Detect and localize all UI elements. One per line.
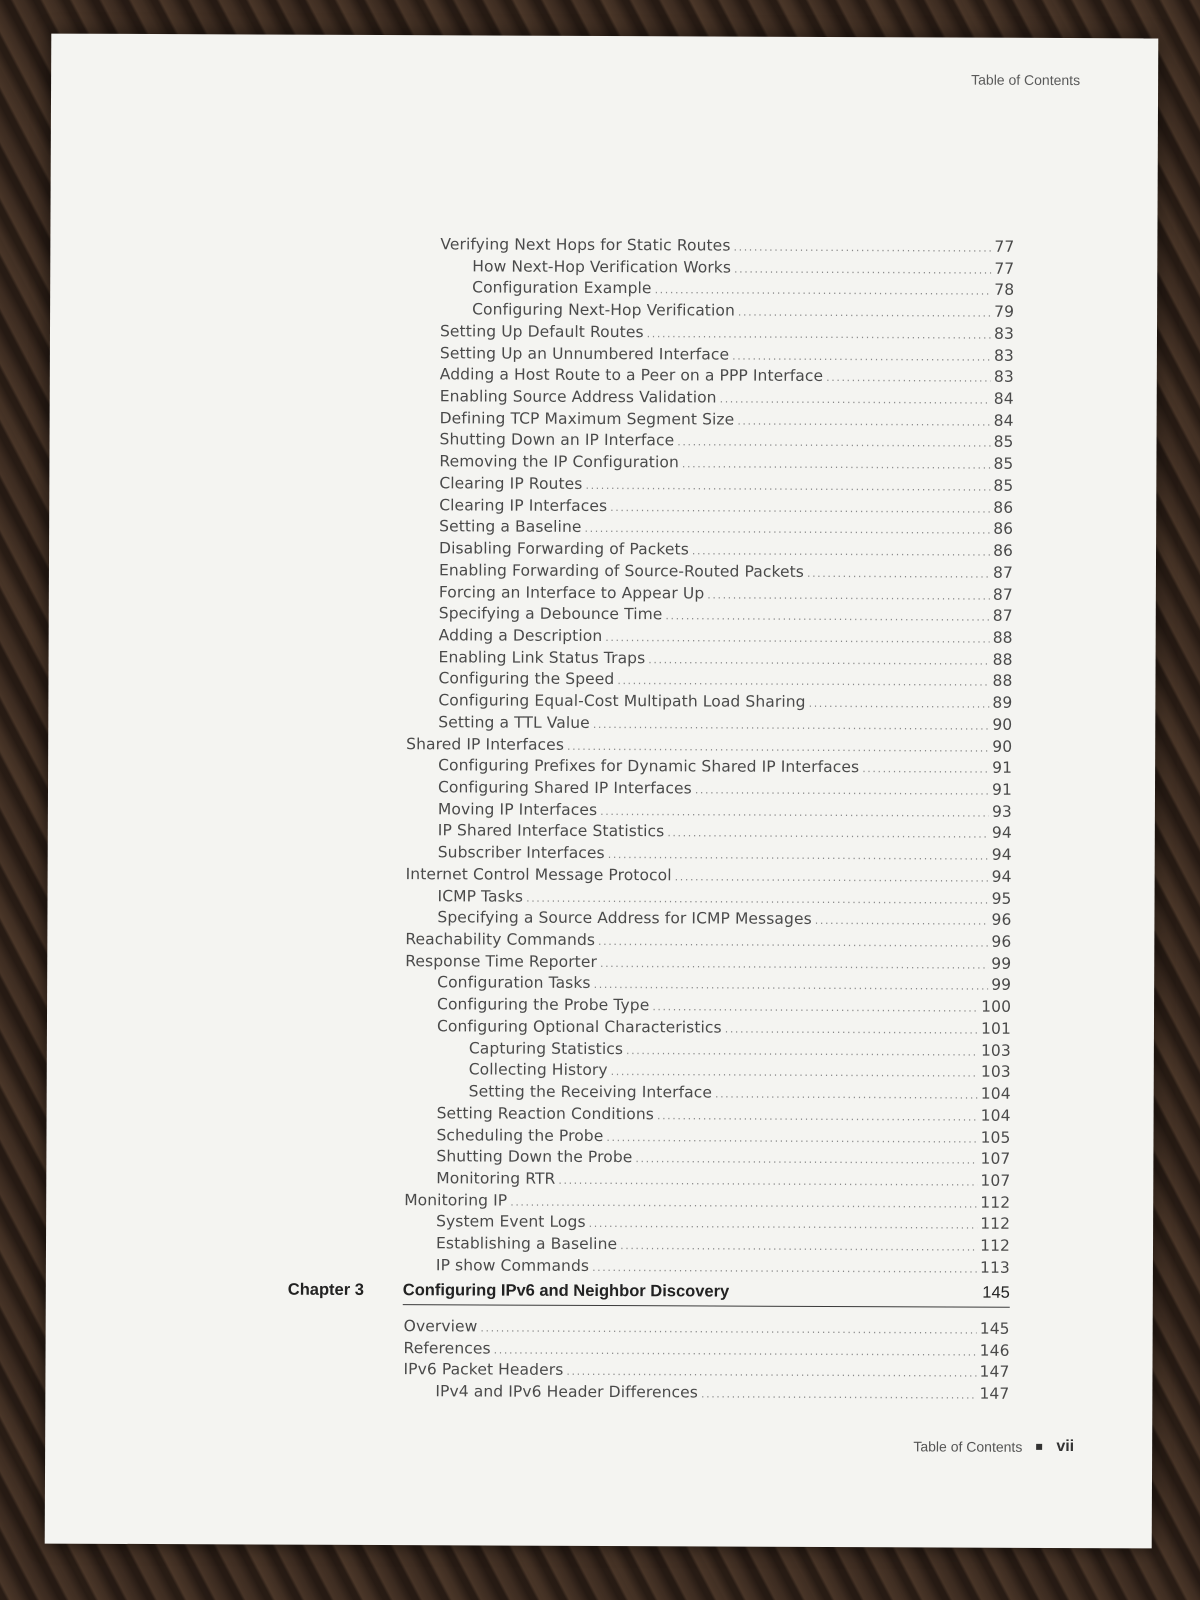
running-header: Table of Contents <box>971 71 1081 89</box>
toc-entry <box>472 255 1014 279</box>
toc-entry-page: 85 <box>993 454 1014 473</box>
toc-entry-page: 87 <box>992 563 1013 582</box>
toc-entry-page: 147 <box>979 1384 1010 1403</box>
toc-entry-title: IP Shared Interface Statistics <box>437 821 665 841</box>
toc-entry-page: 87 <box>992 606 1013 626</box>
toc-entry-title: Subscriber Interfaces <box>437 843 605 863</box>
toc-entry <box>440 342 1014 367</box>
toc-entry <box>469 1037 1011 1061</box>
toc-entry <box>437 972 1011 997</box>
toc-entry <box>435 1380 1009 1405</box>
toc-entry-title: ICMP Tasks <box>437 886 524 906</box>
toc-entry-title: Monitoring IP <box>404 1190 508 1210</box>
toc-entry-page: 86 <box>993 541 1014 560</box>
toc-entry-page: 79 <box>994 302 1015 321</box>
dot-leader <box>592 1257 977 1281</box>
toc-entry-title: Configuring Optional Characteristics <box>436 1017 722 1037</box>
toc-entry-page: 105 <box>980 1128 1011 1147</box>
toc-entry-title: Setting the Receiving Interface <box>468 1082 713 1102</box>
toc-entry-title: Verifying Next Hops for Static Routes <box>440 235 731 255</box>
toc-entry-page: 96 <box>991 911 1012 930</box>
toc-entry <box>405 950 1011 975</box>
toc-entry-title: Configuring the Speed <box>438 669 615 689</box>
toc-entry-title: Clearing IP Routes <box>439 474 583 493</box>
toc-entry <box>437 1015 1011 1040</box>
toc-entry-title: Configuring Equal-Cost Multipath Load Sharing <box>438 691 806 711</box>
toc-entry <box>437 907 1011 932</box>
toc-entry-page: 93 <box>991 802 1012 821</box>
toc-entry-title: Moving IP Interfaces <box>437 800 598 819</box>
toc-entry-page: 103 <box>980 1063 1011 1082</box>
toc-entry-title: Setting a TTL Value <box>438 713 590 732</box>
toc-entry-title: Configuring Prefixes for Dynamic Shared IP Interfaces <box>438 756 860 777</box>
toc-entry-title: Forcing an Interface to Appear Up <box>438 582 705 602</box>
toc-entry <box>436 1167 1010 1192</box>
toc-entry-title: Reachability Commands <box>405 930 596 950</box>
toc-entry-title: Setting Reaction Conditions <box>436 1104 655 1124</box>
page-number: vii <box>1056 1437 1075 1456</box>
toc-entry-page: 94 <box>991 824 1012 843</box>
toc-entry-title: Enabling Forwarding of Source-Routed Packets <box>438 561 805 581</box>
toc-entry <box>436 1232 1010 1257</box>
chapter-title: Configuring IPv6 and Neighbor Discovery <box>402 1281 730 1301</box>
toc-entry <box>438 711 1012 736</box>
toc-entry-page: 77 <box>994 237 1015 256</box>
toc-entry-title: Response Time Reporter <box>405 951 598 971</box>
toc-entry-title: Configuration Tasks <box>437 973 591 993</box>
toc-entry <box>472 277 1014 301</box>
toc-entry-page: 100 <box>981 997 1012 1016</box>
toc-entry-page: 101 <box>981 1019 1012 1038</box>
chapter-page-number: 145 <box>982 1283 1010 1302</box>
dot-leader <box>701 1383 977 1406</box>
toc-entry <box>438 798 1012 823</box>
toc-entry-page: 83 <box>994 324 1015 343</box>
toc-entry-title: Setting Up Default Routes <box>439 322 644 342</box>
toc-entry <box>440 320 1014 345</box>
toc-entry-page: 103 <box>980 1041 1011 1060</box>
toc-entry-page: 83 <box>993 368 1014 387</box>
toc-entry <box>436 1254 1010 1279</box>
toc-entry <box>438 755 1012 780</box>
toc-entry <box>440 233 1014 258</box>
toc-entry <box>406 733 1012 758</box>
toc-entry-title: Setting a Baseline <box>439 517 582 537</box>
toc-entry <box>439 450 1013 475</box>
toc-entry <box>436 1146 1010 1171</box>
toc-entry <box>439 646 1013 671</box>
toc-entry-page: 94 <box>991 867 1012 886</box>
toc-entry-title: Shutting Down an IP Interface <box>439 430 675 450</box>
toc-entry <box>438 776 1012 801</box>
toc-entry <box>437 1102 1011 1127</box>
toc-entry-page: 112 <box>980 1215 1011 1234</box>
toc-entry <box>406 863 1012 888</box>
toc-entry-title: Shutting Down the Probe <box>436 1147 633 1167</box>
toc-entry <box>439 581 1013 606</box>
toc-entry-page: 145 <box>979 1319 1010 1338</box>
toc-entry-page: 85 <box>993 433 1014 452</box>
toc-entry-page: 83 <box>993 346 1014 365</box>
toc-entry <box>440 364 1014 389</box>
toc-entry <box>438 820 1012 845</box>
toc-entry-title: Disabling Forwarding of Packets <box>439 539 689 559</box>
toc-entry-title: How Next-Hop Verification Works <box>472 257 732 277</box>
toc-entry-page: 146 <box>979 1341 1010 1360</box>
toc-entry-title: Configuration Example <box>472 278 652 298</box>
toc-entry-page: 104 <box>980 1106 1011 1125</box>
toc-entry-title: Scheduling the Probe <box>436 1125 604 1145</box>
toc-entry <box>436 1211 1010 1236</box>
toc-entry <box>439 537 1013 562</box>
toc-entry-title: Defining TCP Maximum Segment Size <box>439 409 735 429</box>
toc-entry-page: 99 <box>991 954 1012 973</box>
toc-entry <box>438 689 1012 714</box>
toc-entry-page: 107 <box>980 1149 1011 1169</box>
toc-entry-title: Establishing a Baseline <box>435 1234 618 1254</box>
square-bullet-icon <box>1036 1444 1042 1450</box>
toc-entry <box>439 472 1013 497</box>
table-of-contents <box>45 34 1159 1549</box>
toc-entry-title: Removing the IP Configuration <box>439 452 679 472</box>
toc-entry-title: Specifying a Source Address for ICMP Messages <box>437 908 812 929</box>
toc-entry <box>404 1189 1010 1214</box>
chapter-label: Chapter 3 <box>287 1280 364 1299</box>
toc-entry-page: 112 <box>980 1236 1011 1255</box>
toc-entry <box>440 407 1014 432</box>
toc-entry <box>439 429 1013 454</box>
toc-entry <box>439 494 1013 519</box>
toc-entry <box>438 668 1012 693</box>
toc-entry-page: 112 <box>980 1193 1011 1212</box>
toc-entry <box>439 516 1013 541</box>
toc-entry-title: Collecting History <box>468 1060 608 1080</box>
toc-entry <box>439 559 1013 584</box>
toc-entry-title: Capturing Statistics <box>468 1039 624 1058</box>
toc-entry-page: 107 <box>980 1171 1011 1190</box>
toc-entry-title: Adding a Host Route to a Peer on a PPP Interface <box>439 365 824 386</box>
toc-entry-title: System Event Logs <box>436 1212 586 1232</box>
toc-entry-page: 87 <box>992 585 1013 604</box>
toc-entry-title: IP show Commands <box>435 1256 590 1275</box>
toc-entry <box>436 1124 1010 1149</box>
toc-entry-page: 89 <box>992 693 1013 712</box>
toc-entry <box>440 385 1014 410</box>
toc-entry-title: Enabling Link Status Traps <box>438 647 646 667</box>
toc-entry-page: 86 <box>993 498 1014 517</box>
toc-entry-title: Shared IP Interfaces <box>406 734 565 754</box>
toc-entry <box>439 603 1013 628</box>
toc-entry-title: Configuring Shared IP Interfaces <box>437 778 692 798</box>
toc-entry-title: IPv4 and IPv6 Header Differences <box>435 1381 699 1401</box>
toc-entry <box>469 1059 1011 1083</box>
page-footer <box>913 1437 1074 1456</box>
toc-entry <box>439 624 1013 649</box>
toc-entry-page: 78 <box>994 281 1015 300</box>
toc-entry-title: Enabling Source Address Validation <box>439 387 717 407</box>
toc-entry-page: 96 <box>991 932 1012 951</box>
toc-entry <box>438 841 1012 866</box>
toc-entry <box>472 299 1014 323</box>
toc-entry-page: 88 <box>992 650 1013 669</box>
toc-entry-title: Specifying a Debounce Time <box>438 604 663 624</box>
toc-entry <box>437 993 1011 1018</box>
toc-entry-page: 84 <box>993 389 1014 408</box>
toc-entry-page: 91 <box>992 780 1013 799</box>
toc-entry-title: Adding a Description <box>438 626 603 645</box>
toc-entry-page: 85 <box>993 476 1014 495</box>
toc-entry-page: 86 <box>993 520 1014 539</box>
toc-entry-title: References <box>403 1338 491 1358</box>
toc-entry-page: 147 <box>979 1362 1010 1381</box>
toc-entry-title: Internet Control Message Protocol <box>405 865 672 885</box>
toc-entry-page: 91 <box>992 758 1013 778</box>
toc-entry-page: 95 <box>991 889 1012 908</box>
footer-title: Table of Contents <box>913 1438 1023 1455</box>
toc-entry-title: Monitoring RTR <box>436 1169 556 1188</box>
toc-entry-page: 94 <box>991 845 1012 864</box>
toc-entry-page: 88 <box>992 628 1013 647</box>
toc-entry-page: 90 <box>992 715 1013 734</box>
toc-entry-title: Configuring Next-Hop Verification <box>472 300 735 320</box>
document-page <box>45 34 1159 1549</box>
toc-entry-title: Overview <box>403 1317 478 1336</box>
toc-entry-page: 104 <box>980 1084 1011 1103</box>
toc-entry-page: 88 <box>992 672 1013 691</box>
toc-entry-title: Setting Up an Unnumbered Interface <box>439 343 730 364</box>
toc-entry <box>469 1081 1011 1105</box>
toc-entry <box>405 928 1011 953</box>
toc-entry-page: 113 <box>979 1258 1010 1277</box>
toc-entry-title: Configuring the Probe Type <box>437 995 650 1015</box>
toc-entry-title: Clearing IP Interfaces <box>439 495 608 515</box>
toc-entry <box>437 885 1011 910</box>
toc-entry-page: 77 <box>994 259 1015 278</box>
toc-entry-title: IPv6 Packet Headers <box>403 1360 564 1379</box>
toc-entry-page: 84 <box>993 411 1014 430</box>
toc-entry-page: 90 <box>992 737 1013 756</box>
toc-entry-page: 99 <box>991 976 1012 995</box>
